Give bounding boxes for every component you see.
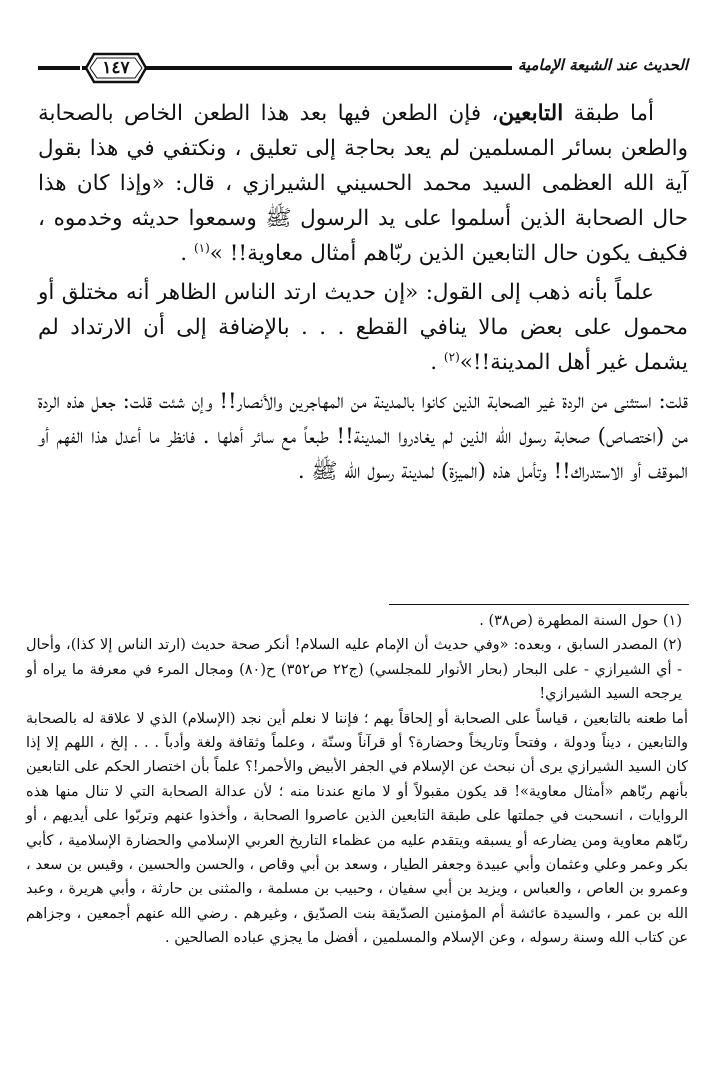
header-rule-right: [150, 66, 512, 70]
footnotes: [26, 609, 688, 951]
footnote-ref-1: (١): [193, 240, 210, 255]
paragraph-1: [38, 96, 688, 271]
paragraph-2: [38, 275, 688, 380]
footnote-2-continued: أما طعنه بالتابعين ، قياساً على الصحابة أو إلحاقاً بهم ؛ فإننا لا نعلم أين نجد (الإسلام) الذي لا علاقة له بالصحابة والتابعين ، ديناً ودولة ، وفتحاً وتاريخاً وحضارة؟ أو قرآناً وسنّة ، وعلماً وثقافة ولغة وأدباً . . . إلخ ، اللهم إلا إذا كان السيد الشيرازي يرى أن نبحث عن الإسلام في الجفر الأبيض والأحمر!؟ علماً بأن اختصار الحكم على التابعين بأنهم ربّاهم «أمثال معاوية»! قد يكون مقبولاً أو لا مانع عندنا منه ؛ لأن عدالة الصحابة التي لا تنال منها هذه الروايات ، انسحبت في جملتها على طبقة التابعين الذين عاصروا الصحابة ، وأخذوا عنهم وتربّوا على أيديهم ، أو ربّاهم معاوية ومن يضارعه أو يسبقه ويتقدم عليه من عظماء التاريخ العربي الإسلامي والحضارة الإسلامية ، كأبي بكر وعمر وعلي وعثمان وأبي عبيدة وجعفر الطيار ، وسعد بن أبي وقاص ، والحسن والحسين ، وقيس بن سعد ، وعمرو بن العاص ، والعباس ، ويزيد بن أبي سفيان ، وحبيب بن مسلمة ، والمثنى بن حارثة ، وأبي هريرة ، وعبد الله بن عمر ، والسيدة عائشة أم المؤمنين الصدّيقة بنت الصدّيق ، وغيرهم . رضي الله عنهم أجمعين ، وجزاهم عن كتاب الله وسنة رسوله ، وعن الإسلام والمسلمين ، أفضل ما يجزي عباده الصالحين .: [26, 710, 688, 947]
paragraph-2-end: .: [430, 350, 444, 375]
paragraph-1-end: .: [180, 241, 194, 266]
page-header: [38, 48, 688, 100]
footnote-2: (٢) المصدر السابق ، وبعده: «وفي حديث أن الإمام عليه السلام! أنكر صحة حديث (ارتد الناس إلا كذا)، وأحال - أي الشيرازي - على البحار (بحار الأنوار للمجلسي) (ج٢٢ ص٣٥٢) ح(٨٠) ومجال المرء في معرفة ما يراه أو يرجحه السيد الشيرازي!: [26, 637, 682, 703]
header-rule-left: [38, 66, 80, 70]
keyword-tabieen: التابعين: [498, 101, 564, 126]
paragraph-1-text: ، فإن الطعن فيها بعد هذا الطعن الخاص بالصحابة والطعن بسائر المسلمين لم يعد بحاجة إلى تعليق ، ونكتفي في هذا بقول آية الله العظمى السيد محمد الحسيني الشيرازي ، قال: «وإذا كان هذا حال الصحابة الذين أسلموا على يد الرسول ﷺ وسمعوا حديثه وخدموه ، فكيف يكون حال التابعين الذين ربّاهم أمثال معاوية!! »: [38, 101, 688, 266]
paragraph-1-lead: أما طبقة: [563, 101, 654, 126]
footnote-1: (١) حول السنة المطهرة (ص٣٨) .: [479, 613, 682, 629]
page-number-ornament: [82, 48, 150, 88]
footnote-separator: [389, 604, 689, 605]
main-text: [38, 96, 688, 493]
running-title: الحديث عند الشيعة الإمامية: [517, 56, 688, 74]
page-number: ١٤٧: [102, 58, 130, 78]
footnote-ref-2: (٢): [443, 349, 460, 364]
paragraph-2-text: علماً بأنه ذهب إلى القول: «إن حديث ارتد الناس الظاهر أنه مختلق أو محمول على بعض مالا ينافي القطع . . . بالإضافة إلى أن الارتداد لم يشمل غير أهل المدينة!!»: [38, 280, 688, 375]
paragraph-3: قلت: استثنى من الردة غير الصحابة الذين كانوا بالمدينة من المهاجرين والأنصار!! وإن شئت قلت: جعل هذه الردة من (اختصاص) صحابة رسول الله الذين لم يغادروا المدينة!! طبعاً مع سائر أهلها . فانظر ما أعدل هذا الفهم أو الموقف أو الاستدراك!! وتأمل هذه (الميزة) لمدينة رسول الله ﷺ .: [38, 389, 688, 484]
